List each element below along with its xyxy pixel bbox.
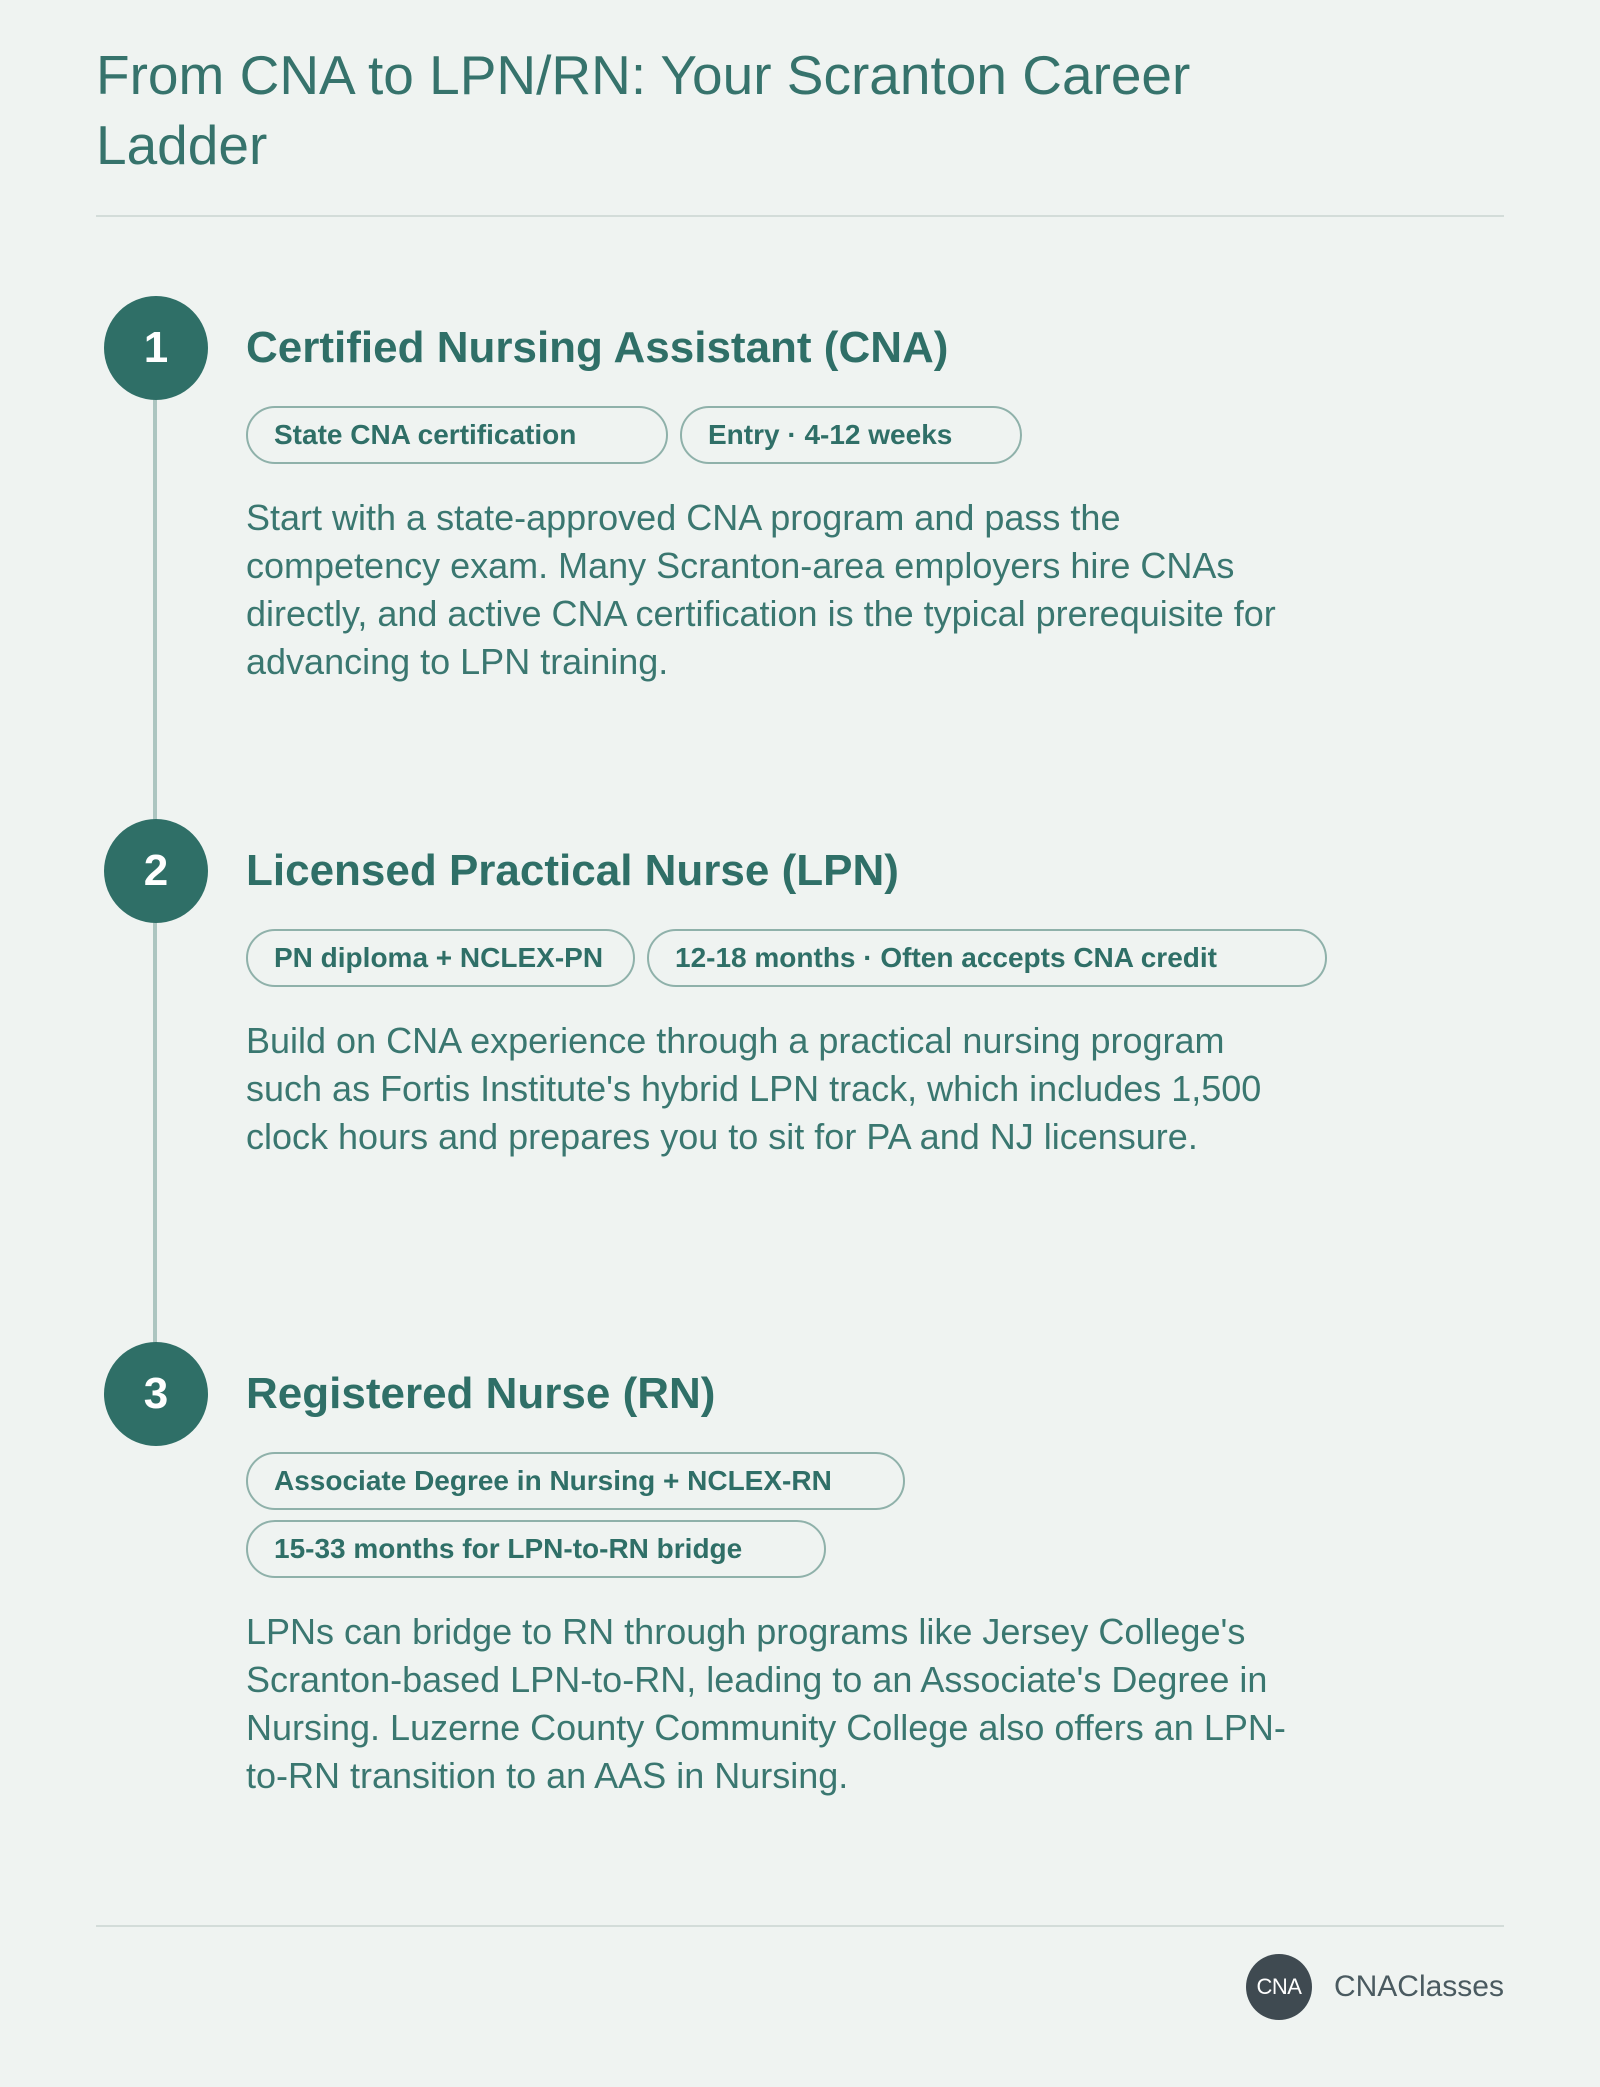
step-description: LPNs can bridge to RN through programs like Jersey College's Scranton-based LPN-to-RN, leading to an Associate's Degree in Nursing. Luzerne County Community College also offers an LPN-to-RN transition to an AAS in Nursing. [246, 1611, 1286, 1796]
step-number-badge: 2 [104, 819, 208, 923]
step-tags [246, 1452, 1346, 1578]
page [96, 0, 1504, 2087]
page-title: From CNA to LPN/RN: Your Scranton Career Ladder [96, 44, 1191, 176]
bottom-divider [96, 1925, 1504, 1927]
duration-tag: 12-18 months · Often accepts CNA credit [647, 929, 1327, 987]
step-title: Licensed Practical Nurse (LPN) [246, 846, 899, 895]
credential-tag: Associate Degree in Nursing + NCLEX-RN [246, 1452, 905, 1510]
step-title: Registered Nurse (RN) [246, 1369, 716, 1418]
brand-logo-icon: CNA [1246, 1954, 1312, 2020]
step-tags [246, 929, 1346, 987]
credential-tag: PN diploma + NCLEX-PN [246, 929, 635, 987]
footer-brand [1246, 1952, 1504, 2022]
step-number-badge: 1 [104, 296, 208, 400]
step-description: Build on CNA experience through a practical nursing program such as Fortis Institute's hybrid LPN track, which includes 1,500 clock hours and prepares you to sit for PA and NJ licensure. [246, 1020, 1262, 1157]
step-description: Start with a state-approved CNA program and pass the competency exam. Many Scranton-area employers hire CNAs directly, and active CNA certification is the typical prerequisite for advancing to LPN training. [246, 497, 1276, 682]
duration-tag: 15-33 months for LPN-to-RN bridge [246, 1520, 826, 1578]
top-divider [96, 215, 1504, 217]
step-number-badge: 3 [104, 1342, 208, 1446]
credential-tag: State CNA certification [246, 406, 668, 464]
step-title: Certified Nursing Assistant (CNA) [246, 323, 949, 372]
brand-name: CNAClasses [1333, 1970, 1504, 2003]
duration-tag: Entry · 4-12 weeks [680, 406, 1022, 464]
step-tags [246, 406, 1346, 464]
